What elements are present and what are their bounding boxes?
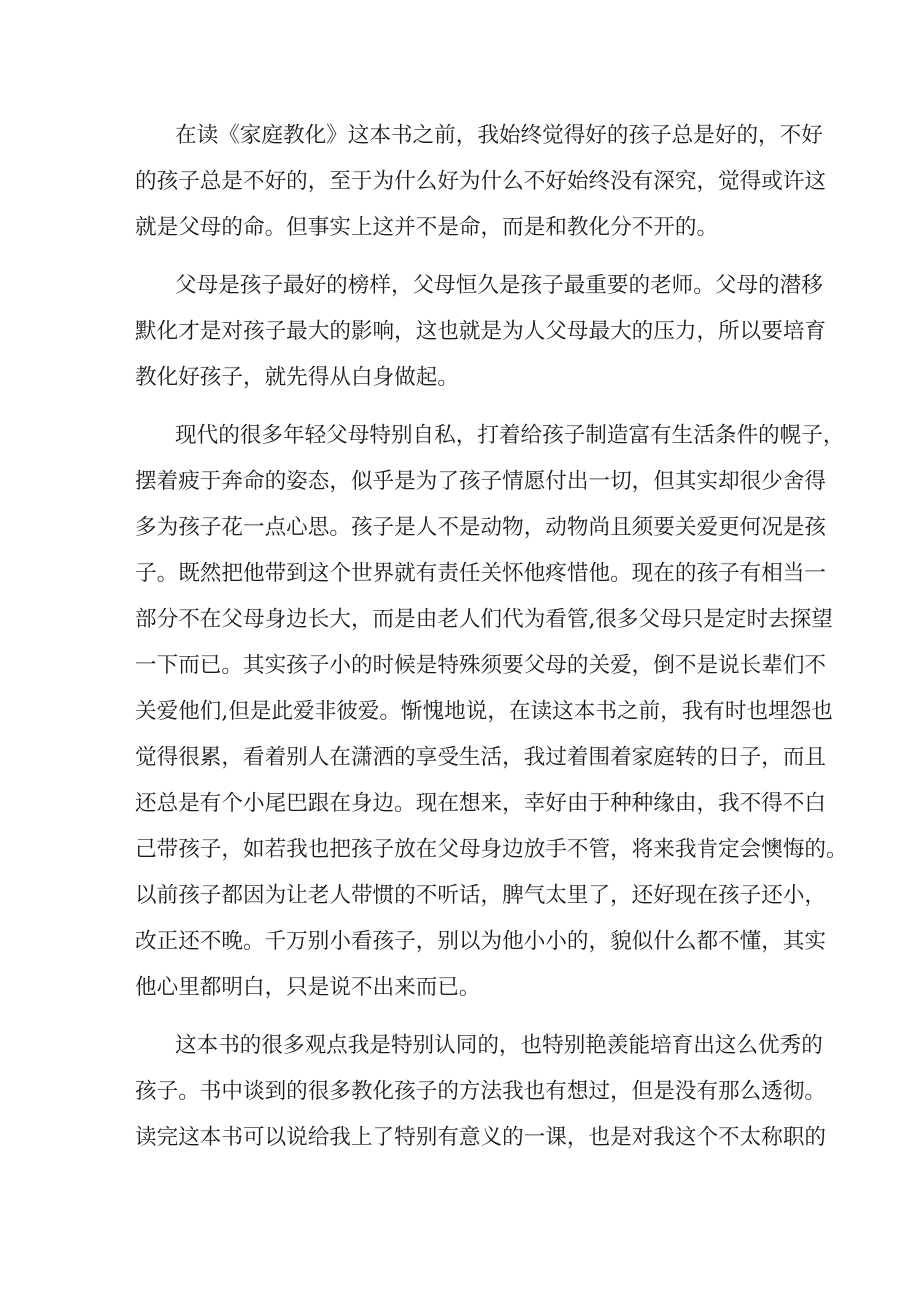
document-body xyxy=(135,113,848,1161)
text-line: 默化才是对孩子最大的影响，这也就是为人父母最大的压力，所以要培育 xyxy=(135,319,827,344)
text-line: 多为孩子花一点心思。孩子是人不是动物，动物尚且须要关爱更何况是孩 xyxy=(135,515,827,540)
text-line: 这本书的很多观点我是特别认同的，也特别艳羡能培育出这么优秀的 xyxy=(175,1033,823,1058)
text-line: 就是父母的命。但事实上这并不是命，而是和教化分不开的。 xyxy=(135,215,719,240)
text-line: 子。既然把他带到这个世界就有责任关怀他疼惜他。现在的孩子有相当一 xyxy=(135,561,827,586)
text-line: 的孩子总是不好的，至于为什么好为什么不好始终没有深究，觉得或许这 xyxy=(135,169,827,194)
text-line: 摆着疲于奔命的姿态，似乎是为了孩子情愿付出一切，但其实却很少舍得 xyxy=(135,469,827,494)
text-line: 一下而已。其实孩子小的时候是特殊须要父母的关爱，倒不是说长辈们不 xyxy=(135,653,827,678)
text-line: 他心里都明白，只是说不出来而已。 xyxy=(135,975,481,1000)
text-line: 读完这本书可以说给我上了特别有意义的一课，也是对我这个不太称职的 xyxy=(135,1125,827,1150)
paragraph-spacing xyxy=(135,1011,795,1023)
text-line: 孩子。书中谈到的很多教化孩子的方法我也有想过，但是没有那么透彻。 xyxy=(135,1079,827,1104)
text-line: 在读《家庭教化》这本书之前，我始终觉得好的孩子总是好的，不好 xyxy=(175,123,823,148)
paragraph-2 xyxy=(135,263,827,401)
text-line: 己带孩子，如若我也把孩子放在父母身边放手不管，将来我肯定会懊悔的。 xyxy=(135,837,848,862)
text-line: 觉得很累，看着别人在潇洒的享受生活，我过着围着家庭转的日子，而且 xyxy=(135,745,827,770)
text-line: 教化好孩子，就先得从白身做起。 xyxy=(135,365,459,390)
paragraph-spacing xyxy=(135,401,795,413)
text-line: 现代的很多年轻父母特别自私，打着给孩子制造富有生活条件的幌子， xyxy=(175,423,845,448)
paragraph-4 xyxy=(135,1023,827,1161)
text-line: 部分不在父母身边长大，而是由老人们代为看管,很多父母只是定时去探望 xyxy=(135,607,833,632)
text-line: 关爱他们,但是此爱非彼爱。惭愧地说，在读这本书之前，我有时也埋怨也 xyxy=(135,699,833,724)
text-line: 父母是孩子最好的榜样，父母恒久是孩子最重要的老师。父母的潜移 xyxy=(175,273,823,298)
paragraph-3 xyxy=(135,413,848,1011)
text-line: 还总是有个小尾巴跟在身边。现在想来，幸好由于种种缘由，我不得不白 xyxy=(135,791,827,816)
paragraph-1 xyxy=(135,113,827,251)
text-line: 改正还不晚。千万别小看孩子，别以为他小小的，貌似什么都不懂，其实 xyxy=(135,929,827,954)
text-line: 以前孩子都因为让老人带惯的不听话，脾气太里了，还好现在孩子还小， xyxy=(135,883,827,908)
paragraph-spacing xyxy=(135,251,795,263)
